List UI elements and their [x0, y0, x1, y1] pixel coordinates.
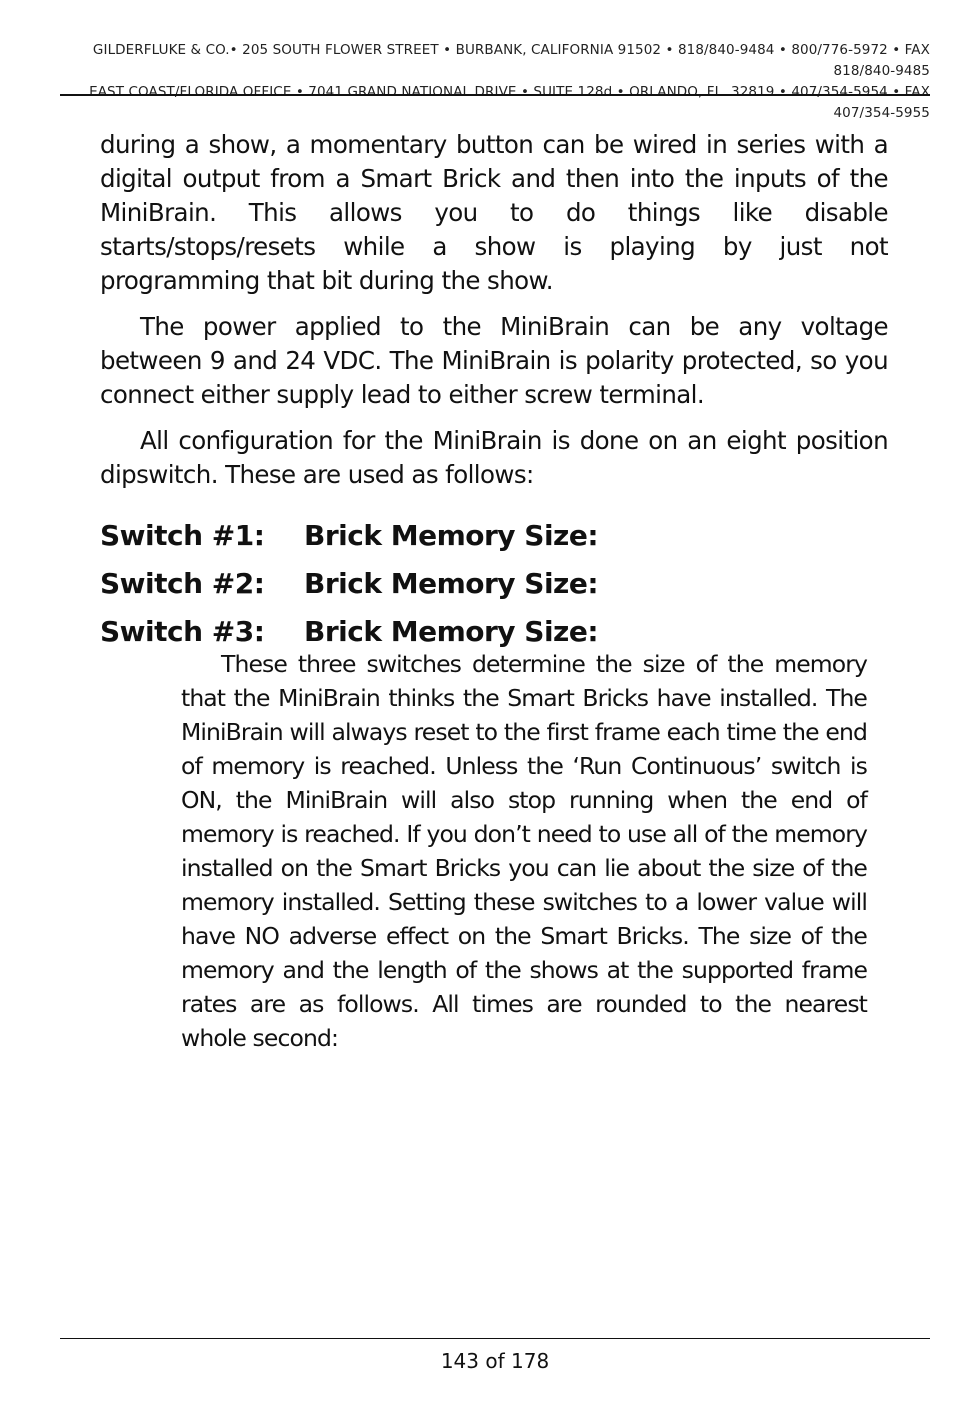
switch-number: Switch #1: [100, 519, 265, 552]
switch-number: Switch #3: [100, 615, 265, 648]
switch-title: Brick Memory Size: [304, 615, 599, 648]
header-address-line-1: GILDERFLUKE & CO.• 205 SOUTH FLOWER STREET • BURBANK, CALIFORNIA 91502 • 818/840-9484 • 800/776-5972 • FAX 818/840-9485 [92, 42, 930, 79]
switch-title: Brick Memory Size: [304, 567, 599, 600]
footer-divider [60, 1338, 930, 1339]
switch-number: Switch #2: [100, 567, 265, 600]
paragraph: All configuration for the MiniBrain is done on an eight position dipswitch. These are used as follows: [100, 426, 888, 489]
paragraph: during a show, a momentary button can be wired in series with a digital output from a Smart Brick and then into the inputs of the MiniBrain. This allows you to do things like disable starts/stops/resets while a show is playing by just not programming that bit during the show. [100, 130, 888, 295]
paragraph: The power applied to the MiniBrain can be any voltage between 9 and 24 VDC. The MiniBrain is polarity protected, so you connect either supply lead to either screw terminal. [100, 312, 888, 409]
page-header [60, 40, 930, 124]
header-divider [60, 94, 930, 96]
body-text [100, 128, 888, 504]
switch-title: Brick Memory Size: [304, 519, 599, 552]
switch-heading-list [100, 512, 900, 656]
switch-heading [100, 560, 900, 608]
header-address-line-2: EAST COAST/FLORIDA OFFICE • 7041 GRAND NATIONAL DRIVE • SUITE 128d • ORLANDO, FL. 32819 • 407/354-5954 • FAX 407/354-5955 [89, 84, 930, 121]
switch-description: These three switches determine the size of the memory that the MiniBrain thinks the Smart Bricks have installed. The MiniBrain will always reset to the first frame each time the end of memory is reached. Unless the ‘Run Continuous’ switch is ON, the MiniBrain will also stop running when the end of memory is reached. If you don’t need to use all of the memory installed on the Smart Bricks you can lie about the size of the memory installed. Setting these switches to a lower value will have NO adverse effect on the Smart Bricks. The size of the memory and the length of the shows at the supported frame rates are as follows. All times are rounded to the nearest whole second: [181, 650, 867, 1052]
page-number: 143 of 178 [440, 1349, 550, 1373]
switch-heading [100, 512, 900, 560]
